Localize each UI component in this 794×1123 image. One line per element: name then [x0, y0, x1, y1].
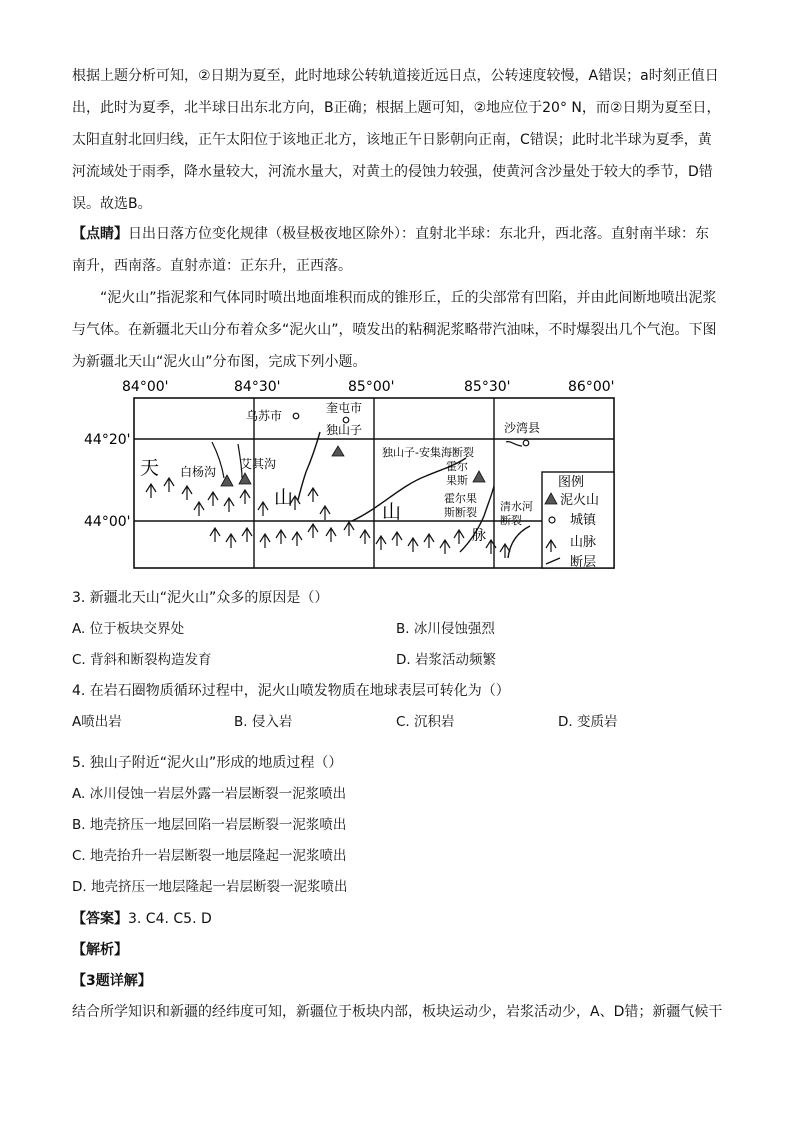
option: A. 位于板块交界处 [72, 621, 185, 637]
option: B. 冰川侵蚀强烈 [396, 621, 495, 637]
question-intro: “泥火山”指泥浆和气体同时喷出地面堆积而成的锥形丘，丘的尖部常有凹陷，并由此间断地喷出泥浆与气体。在新疆北天山分布着众多“泥火山”，喷发出的粘稠泥浆略带汽油味，不时爆裂出几个气泡。下图为新疆北天山“泥火山”分布图，完成下列小题。 [72, 290, 717, 370]
lat-label: 44°20' [84, 432, 131, 448]
analysis-heading: 【解析】 [72, 942, 128, 958]
dianjing-text: 日出日落方位变化规律（极昼极夜地区除外）：直射北半球：东北升，西北落。直射南半球：东南升，西南落。直射赤道：正东升，正西落。 [72, 226, 709, 274]
question-stem: 3. 新疆北天山“泥火山”众多的原因是（） [72, 590, 329, 606]
town-marker [549, 517, 555, 523]
option: D. 地壳挤压一地层隆起一岩层断裂一泥浆喷出 [72, 879, 348, 895]
range-char: 脉 [472, 528, 486, 544]
fault-label: 断裂 [500, 514, 522, 527]
dianjing-tag: 【点睛】 [72, 226, 128, 242]
legend-item: 断层 [570, 555, 597, 570]
lat-label: 44°00' [84, 514, 131, 530]
fault-label: 斯断裂 [444, 506, 477, 519]
option: C. 背斜和断裂构造发育 [72, 652, 212, 668]
range-char: 山 [274, 487, 294, 509]
option: C. 地壳抬升一岩层断裂一地层隆起一泥浆喷出 [72, 848, 347, 864]
previous-analysis: 根据上题分析可知，②日期为夏至，此时地球公转轨道接近远日点，公转速度较慢，A错误；a时刻正值日出，此时为夏季，北半球日出东北方向，B正确；根据上题可知，②地应位于20° N，而②日期为夏至日，太阳直射北回归线，正午太阳位于该地正北方，该地正午日影朝向正南，C错误；此时北半球为夏季，黄河流域处于雨季，降水量较大，河流水量大，对黄土的侵蚀力较强，使黄河含沙量处于较大的季节，D错误。故选B。 [72, 68, 721, 212]
range-char: 山 [382, 501, 402, 523]
town-label-shawan: 沙湾县 [504, 421, 541, 435]
lon-label: 84°00' [122, 379, 169, 395]
answer-tag: 【答案】 [72, 911, 128, 927]
question-stem: 4. 在岩石圈物质循环过程中，泥火山喷发物质在地球表层可转化为（） [72, 683, 510, 699]
mud-volcano-label-aiqigou: 艾其沟 [240, 457, 277, 471]
mud-volcano-label-baiyanggou: 白杨沟 [180, 465, 217, 479]
option: A. 冰川侵蚀一岩层外露一岩层断裂一泥浆喷出 [72, 786, 347, 802]
q3-detail-text: 结合所学知识和新疆的经纬度可知，新疆位于板块内部，板块运动少，岩浆活动少，A、D错；新疆气候干 [72, 1004, 723, 1020]
lon-label: 84°30' [234, 379, 281, 395]
option: D. 变质岩 [558, 714, 618, 730]
option: B. 侵入岩 [234, 714, 293, 730]
question-stem: 5. 独山子附近“泥火山”形成的地质过程（） [72, 755, 343, 771]
mud-volcano-label-huoer: 霍尔 [446, 460, 468, 473]
option: A喷出岩 [72, 714, 122, 730]
legend-item: 山脉 [570, 535, 597, 550]
fault-label: 霍尔果 [444, 492, 477, 505]
answer-line [72, 909, 212, 929]
legend-title: 图例 [558, 475, 585, 490]
legend-item: 泥火山 [560, 493, 600, 508]
town-label-kuitun: 奎屯市 [326, 401, 363, 415]
town-marker [343, 417, 349, 423]
town-marker [523, 440, 529, 446]
town-label-dushanzi: 独山子 [326, 423, 363, 437]
town-marker [293, 413, 299, 419]
q3-detail-heading: 【3题详解】 [72, 973, 152, 989]
mud-volcano-map [84, 376, 650, 576]
lon-label: 85°00' [348, 379, 395, 395]
town-label-wusu: 乌苏市 [246, 409, 283, 423]
fault-label: 清水河 [500, 500, 533, 513]
mud-volcano-label-guosi: 果斯 [446, 474, 468, 487]
option: D. 岩浆活动频繁 [396, 652, 496, 668]
answer-text: 3. C4. C5. D [128, 911, 212, 927]
lon-label: 86°00' [568, 379, 615, 395]
fault-label: 独山子-安集海断裂 [382, 446, 474, 459]
range-char: 天 [140, 457, 160, 479]
dianjing-paragraph [72, 218, 722, 282]
option: C. 沉积岩 [396, 714, 455, 730]
lon-label: 85°30' [464, 379, 511, 395]
option: B. 地壳挤压一地层回陷一岩层断裂一泥浆喷出 [72, 817, 347, 833]
legend-item: 城镇 [570, 513, 597, 528]
